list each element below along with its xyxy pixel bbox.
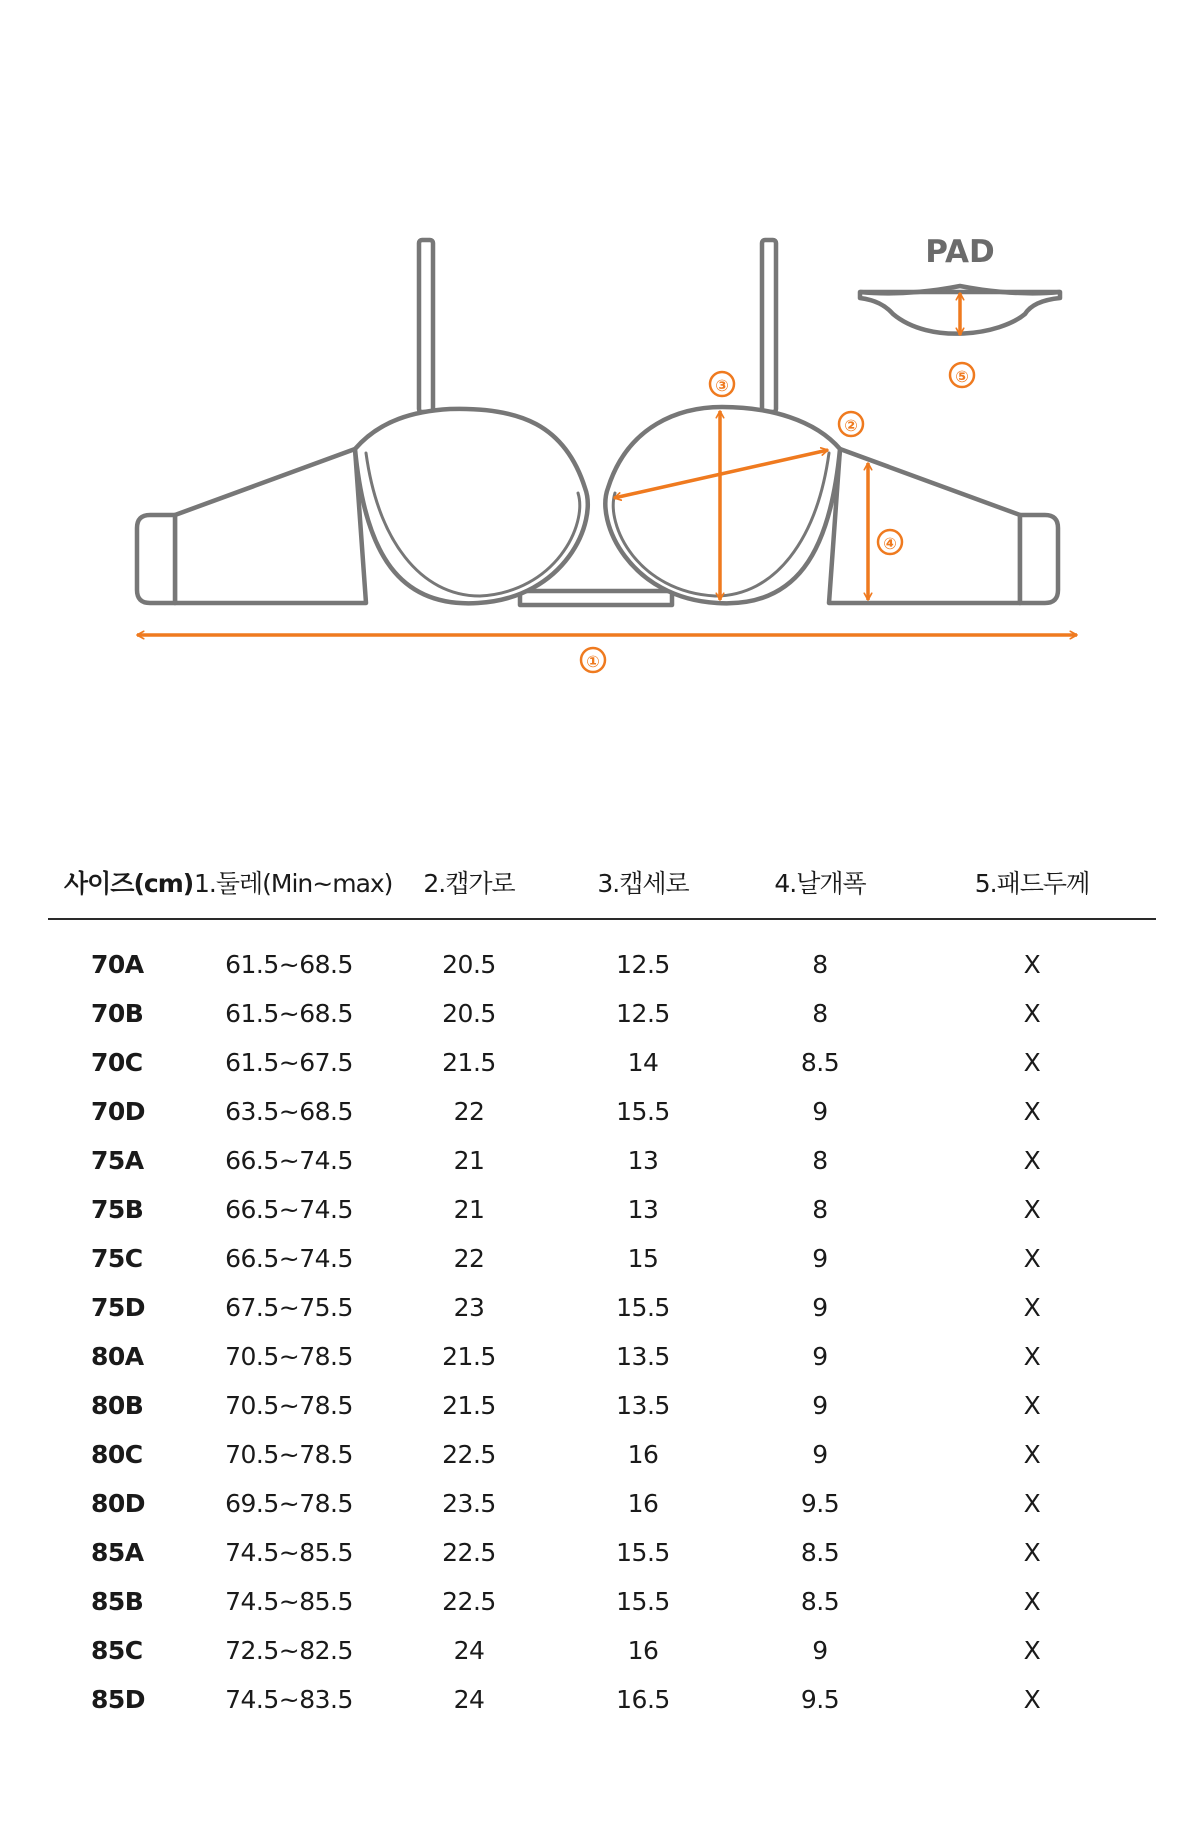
center-band: [520, 591, 672, 605]
cup-width-cell: 24: [453, 1685, 485, 1714]
cup-height-cell: 14: [627, 1048, 659, 1077]
table-row: [48, 1038, 1156, 1087]
cup-height-cell: 16: [627, 1489, 659, 1518]
wing-width-cell: 8: [812, 1146, 828, 1175]
left-wing: [175, 449, 366, 603]
band-cell: 66.5~74.5: [225, 1244, 353, 1273]
band-cell: 74.5~85.5: [225, 1587, 353, 1616]
table-spacer: [48, 919, 1156, 940]
cup-height-cell: 16: [627, 1636, 659, 1665]
wing-width-cell: 8.5: [800, 1538, 840, 1567]
pad-thickness-cell: X: [1023, 1636, 1041, 1665]
marker-3-label: ③: [715, 376, 729, 395]
wing-width-cell: 9: [812, 1244, 828, 1273]
band-cell: 69.5~78.5: [225, 1489, 353, 1518]
right-strap: [762, 240, 776, 412]
pad-thickness-cell: X: [1023, 1685, 1041, 1714]
table-body: [48, 919, 1156, 1724]
size-cell: 70C: [91, 1048, 143, 1077]
right-wing: [829, 449, 1020, 603]
table-row: [48, 1087, 1156, 1136]
cup-height-cell: 15: [627, 1244, 659, 1273]
cup-height-cell: 13.5: [616, 1342, 670, 1371]
wing-width-cell: 8.5: [800, 1048, 840, 1077]
pad-thickness-cell: X: [1023, 1244, 1041, 1273]
cup-width-cell: 21: [453, 1146, 485, 1175]
size-cell: 75D: [91, 1293, 146, 1322]
band-cell: 74.5~85.5: [225, 1538, 353, 1567]
table-row: [48, 1332, 1156, 1381]
wing-width-cell: 9: [812, 1391, 828, 1420]
table-row: [48, 1185, 1156, 1234]
table-row: [48, 1479, 1156, 1528]
size-cell: 75A: [91, 1146, 144, 1175]
band-cell: 61.5~67.5: [225, 1048, 353, 1077]
wing-width-cell: 9: [812, 1342, 828, 1371]
wing-width-cell: 8: [812, 950, 828, 979]
size-chart-table: [48, 846, 1156, 1724]
cup-width-cell: 20.5: [442, 999, 496, 1028]
left-cup: [355, 409, 588, 603]
table-row: [48, 1234, 1156, 1283]
band-cell: 70.5~78.5: [225, 1391, 353, 1420]
header-band: 1.둘레(Min~max): [194, 846, 384, 919]
wing-width-cell: 8: [812, 1195, 828, 1224]
pad-thickness-cell: X: [1023, 1146, 1041, 1175]
table-row: [48, 1136, 1156, 1185]
table-row: [48, 1675, 1156, 1724]
band-cell: 61.5~68.5: [225, 999, 353, 1028]
pad-thickness-cell: X: [1023, 1097, 1041, 1126]
cup-width-cell: 21.5: [442, 1342, 496, 1371]
pad-thickness-cell: X: [1023, 1489, 1041, 1518]
header-cup-height: 3.캡세로: [554, 846, 732, 919]
marker-4-label: ④: [883, 534, 897, 553]
cup-height-cell: 16: [627, 1440, 659, 1469]
cup-width-cell: 22.5: [442, 1587, 496, 1616]
marker-5: [950, 363, 974, 387]
wing-width-cell: 9: [812, 1440, 828, 1469]
cup-height-cell: 13: [627, 1195, 659, 1224]
marker-2-label: ②: [844, 416, 858, 435]
band-cell: 70.5~78.5: [225, 1342, 353, 1371]
header-size: 사이즈(cm): [48, 846, 194, 919]
wing-width-cell: 8.5: [800, 1587, 840, 1616]
pad-thickness-cell: X: [1023, 1342, 1041, 1371]
cup-width-cell: 21: [453, 1195, 485, 1224]
wing-width-cell: 9: [812, 1636, 828, 1665]
marker-3: [710, 372, 734, 396]
size-cell: 70D: [91, 1097, 146, 1126]
cup-height-cell: 15.5: [616, 1587, 670, 1616]
left-hook-end: [137, 515, 175, 603]
cup-width-cell: 24: [453, 1636, 485, 1665]
band-cell: 66.5~74.5: [225, 1195, 353, 1224]
size-cell: 80C: [91, 1440, 143, 1469]
table-row: [48, 1626, 1156, 1675]
pad-thickness-cell: X: [1023, 1048, 1041, 1077]
bra-measurement-diagram: [0, 0, 1200, 760]
table-row: [48, 940, 1156, 989]
pad-thickness-cell: X: [1023, 999, 1041, 1028]
cup-width-cell: 23.5: [442, 1489, 496, 1518]
size-cell: 75B: [91, 1195, 144, 1224]
size-cell: 85C: [91, 1636, 143, 1665]
right-cup: [605, 407, 840, 603]
table-row: [48, 1577, 1156, 1626]
pad-thickness-cell: X: [1023, 1195, 1041, 1224]
size-cell: 85D: [91, 1685, 146, 1714]
size-cell: 75C: [91, 1244, 143, 1273]
marker-4: [878, 530, 902, 554]
size-cell: 85A: [91, 1538, 144, 1567]
size-cell: 85B: [91, 1587, 144, 1616]
size-cell: 80D: [91, 1489, 146, 1518]
pad-thickness-cell: X: [1023, 1293, 1041, 1322]
table-row: [48, 1528, 1156, 1577]
pad-thickness-cell: X: [1023, 1587, 1041, 1616]
pad-thickness-cell: X: [1023, 950, 1041, 979]
marker-2: [839, 412, 863, 436]
pad-label: PAD: [925, 234, 995, 270]
marker-1: [581, 648, 605, 672]
cup-height-cell: 12.5: [616, 999, 670, 1028]
table-header-row: [48, 846, 1156, 919]
size-cell: 70B: [91, 999, 144, 1028]
wing-width-cell: 9: [812, 1097, 828, 1126]
cup-width-cell: 22.5: [442, 1538, 496, 1567]
cup-width-cell: 22: [453, 1097, 485, 1126]
left-strap: [419, 240, 433, 412]
band-cell: 61.5~68.5: [225, 950, 353, 979]
table-row: [48, 989, 1156, 1038]
header-cup-width: 2.캡가로: [384, 846, 554, 919]
wing-width-cell: 8: [812, 999, 828, 1028]
wing-width-cell: 9: [812, 1293, 828, 1322]
cup-width-cell: 21.5: [442, 1048, 496, 1077]
cup-height-cell: 13.5: [616, 1391, 670, 1420]
size-cell: 80B: [91, 1391, 144, 1420]
size-cell: 80A: [91, 1342, 144, 1371]
band-cell: 74.5~83.5: [225, 1685, 353, 1714]
header-wing-width: 4.날개폭: [732, 846, 908, 919]
band-cell: 72.5~82.5: [225, 1636, 353, 1665]
right-hook-end: [1020, 515, 1058, 603]
band-cell: 63.5~68.5: [225, 1097, 353, 1126]
cup-height-cell: 15.5: [616, 1097, 670, 1126]
cup-height-cell: 13: [627, 1146, 659, 1175]
cup-height-cell: 16.5: [616, 1685, 670, 1714]
wing-width-cell: 9.5: [800, 1685, 840, 1714]
pad-thickness-cell: X: [1023, 1440, 1041, 1469]
size-cell: 70A: [91, 950, 144, 979]
table-row: [48, 1381, 1156, 1430]
cup-height-cell: 15.5: [616, 1293, 670, 1322]
cup-height-cell: 12.5: [616, 950, 670, 979]
cup-height-cell: 15.5: [616, 1538, 670, 1567]
cup-width-cell: 23: [453, 1293, 485, 1322]
cup-width-cell: 21.5: [442, 1391, 496, 1420]
band-cell: 70.5~78.5: [225, 1440, 353, 1469]
cup-width-cell: 20.5: [442, 950, 496, 979]
pad-thickness-cell: X: [1023, 1391, 1041, 1420]
header-pad-thickness: 5.패드두께: [908, 846, 1156, 919]
table-row: [48, 1430, 1156, 1479]
table-row: [48, 1283, 1156, 1332]
cup-width-cell: 22.5: [442, 1440, 496, 1469]
band-cell: 67.5~75.5: [225, 1293, 353, 1322]
marker-1-label: ①: [586, 652, 600, 671]
band-cell: 66.5~74.5: [225, 1146, 353, 1175]
pad-thickness-cell: X: [1023, 1538, 1041, 1567]
wing-width-cell: 9.5: [800, 1489, 840, 1518]
cup-width-cell: 22: [453, 1244, 485, 1273]
marker-5-label: ⑤: [955, 367, 969, 386]
